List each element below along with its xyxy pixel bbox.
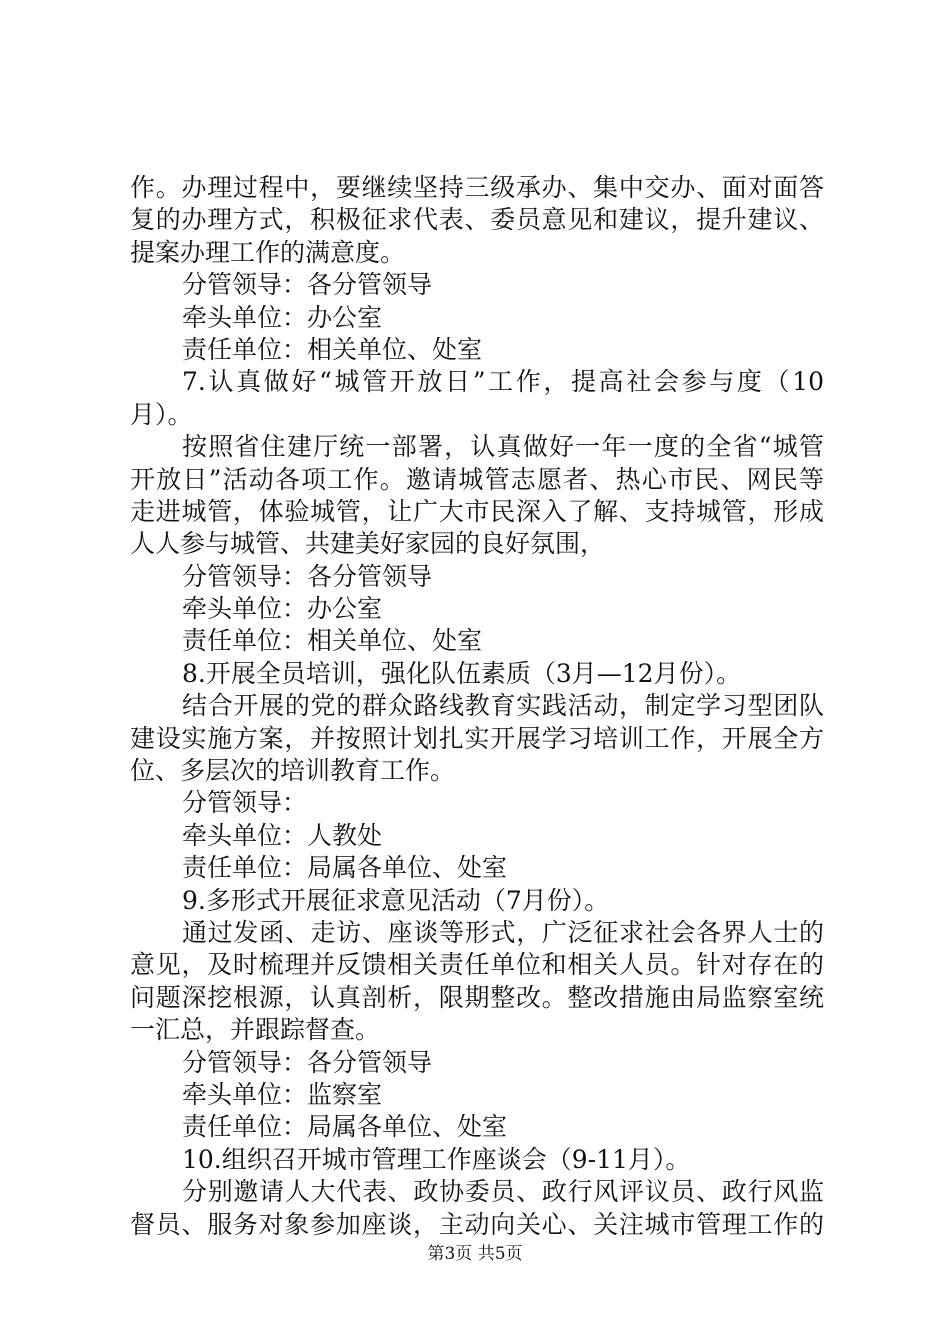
text-line: 走进城管，体验城管，让广大市民深入了解、支持城管，形成	[130, 496, 824, 526]
text-line: 牵头单位：办公室	[182, 594, 383, 624]
text-line: 按照省住建厅统一部署，认真做好一年一度的全省“城管	[182, 432, 824, 462]
text-line: 结合开展的党的群众路线教育实践活动，制定学习型团队	[182, 691, 824, 721]
text-line: 月）。	[130, 399, 193, 429]
text-line: 督员、服务对象参加座谈，主动向关心、关注城市管理工作的	[130, 1209, 824, 1239]
text-line: 责任单位：局属各单位、处室	[182, 1112, 508, 1142]
text-line: 9.多形式开展征求意见活动（7月份）。	[182, 885, 610, 915]
document-body	[130, 172, 824, 1241]
text-line: 责任单位：局属各单位、处室	[182, 853, 508, 883]
text-line: 分别邀请人大代表、政协委员、政行风评议员、政行风监	[182, 1177, 824, 1207]
text-line: 分管领导：各分管领导	[182, 1047, 433, 1077]
text-line: 8.开展全员培训，强化队伍素质（3月—12月份）。	[182, 658, 742, 688]
page-number-label: 第3页 共5页	[427, 1244, 523, 1264]
text-line: 7.认真做好“城管开放日”工作，提高社会参与度（10	[182, 367, 824, 397]
text-line: 牵头单位：监察室	[182, 1079, 383, 1109]
text-line: 建设实施方案，并按照计划扎实开展学习培训工作，开展全方	[130, 723, 824, 753]
text-line: 10.组织召开城市管理工作座谈会（9-11月）。	[182, 1144, 691, 1174]
text-line: 人人参与城管、共建美好家园的良好氛围，	[130, 529, 606, 559]
text-line: 通过发函、走访、座谈等形式，广泛征求社会各界人士的	[182, 917, 824, 947]
text-line: 复的办理方式，积极征求代表、委员意见和建议，提升建议、	[130, 205, 824, 235]
text-line: 牵头单位：办公室	[182, 302, 383, 332]
text-line: 分管领导：各分管领导	[182, 270, 433, 300]
text-line: 开放日”活动各项工作。邀请城管志愿者、热心市民、网民等	[130, 464, 824, 494]
text-line: 提案办理工作的满意度。	[130, 237, 406, 267]
text-line: 分管领导：	[182, 788, 308, 818]
text-line: 牵头单位：人教处	[182, 820, 383, 850]
text-line: 责任单位：相关单位、处室	[182, 626, 483, 656]
text-line: 问题深挖根源，认真剖析，限期整改。整改措施由局监察室统	[130, 982, 824, 1012]
text-line: 位、多层次的培训教育工作。	[130, 756, 456, 786]
text-line: 责任单位：相关单位、处室	[182, 334, 483, 364]
page-footer	[0, 1243, 950, 1265]
text-line: 一汇总，并跟踪督查。	[130, 1015, 381, 1045]
text-line: 作。办理过程中，要继续坚持三级承办、集中交办、面对面答	[130, 173, 824, 202]
text-line: 分管领导：各分管领导	[182, 561, 433, 591]
text-line: 意见，及时梳理并反馈相关责任单位和相关人员。针对存在的	[130, 950, 824, 980]
